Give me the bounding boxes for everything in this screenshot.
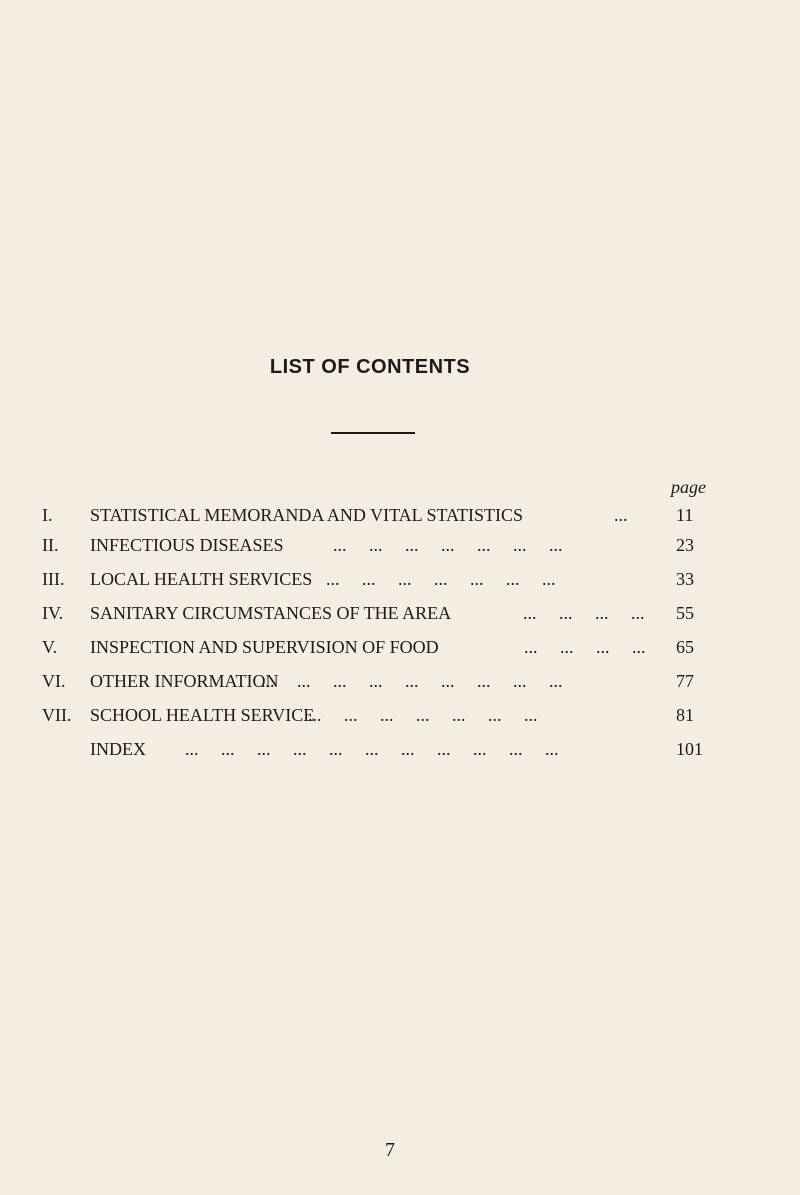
entry-page: 23 [676, 535, 694, 555]
entry-page: 55 [676, 603, 694, 623]
entry-page: 77 [676, 671, 694, 691]
entry-leader: ... ... ... ... [523, 603, 645, 623]
entry-leader: ... ... ... ... ... ... ... [326, 569, 556, 589]
entry-number: IV. [42, 603, 64, 623]
entry-leader: ... [614, 505, 628, 525]
entry-number: II. [42, 535, 59, 555]
entry-title: INSPECTION AND SUPERVISION OF FOOD [90, 637, 439, 657]
entry-page: 65 [676, 637, 694, 657]
entry-leader: ... ... ... ... [524, 637, 646, 657]
entry-leader: ... ... ... ... ... ... ... ... ... ... ... [185, 739, 559, 759]
entry-title: SANITARY CIRCUMSTANCES OF THE AREA [90, 603, 452, 623]
entry-title: LOCAL HEALTH SERVICES [90, 569, 313, 589]
entry-page: 33 [676, 569, 694, 589]
entry-page: 81 [676, 705, 694, 725]
page-title: LIST OF CONTENTS [269, 356, 471, 378]
page-number: 7 [385, 1139, 395, 1161]
entry-number: I. [42, 505, 53, 525]
entry-title: INDEX [90, 739, 146, 759]
entry-number: V. [42, 637, 58, 657]
entry-number: VI. [42, 671, 66, 691]
entry-number: III. [42, 569, 65, 589]
entry-page: 101 [676, 739, 703, 759]
entry-title: SCHOOL HEALTH SERVICE [90, 705, 315, 725]
entry-title: STATISTICAL MEMORANDA AND VITAL STATISTICS [90, 505, 524, 525]
entry-title: OTHER INFORMATION [90, 671, 279, 691]
title-divider [331, 432, 415, 434]
entry-page: 11 [676, 505, 694, 525]
page-column-label: page [671, 477, 706, 497]
entry-number: VII. [42, 705, 72, 725]
entry-leader: ... ... ... ... ... ... ... ... ... [261, 671, 563, 691]
entry-title: INFECTIOUS DISEASES [90, 535, 284, 555]
entry-leader: ... ... ... ... ... ... ... [333, 535, 563, 555]
entry-leader: ... ... ... ... ... ... ... [308, 705, 538, 725]
